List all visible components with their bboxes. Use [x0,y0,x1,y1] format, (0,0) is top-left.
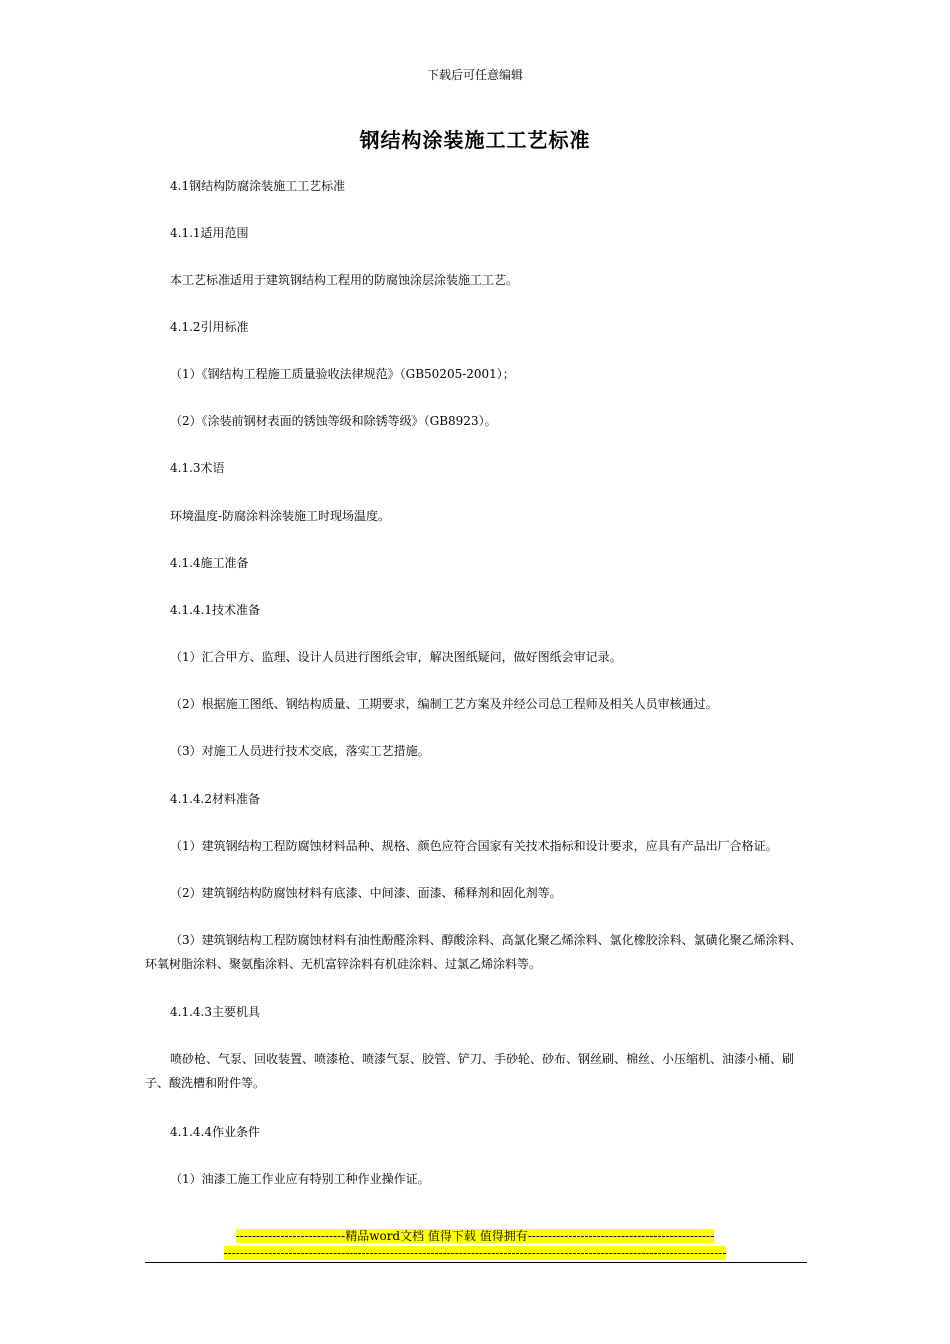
paragraph-condition-1: （1）油漆工施工作业应有特别工种作业操作证。 [170,1172,430,1186]
paragraph-section-4-1-4-1: 4.1.4.1技术准备 [170,603,260,617]
paragraph-section-4-1-2: 4.1.2引用标准 [170,320,249,334]
paragraph-material-1: （1）建筑钢结构工程防腐蚀材料品种、规格、颜色应符合国家有关技术指标和设计要求，应具有产品出厂合格证。 [170,839,778,853]
paragraph-tech-3: （3）对施工人员进行技术交底，落实工艺措施。 [170,744,430,758]
paragraph-tech-1: （1）汇合甲方、监理、设计人员进行图纸会审，解决图纸疑问，做好图纸会审记录。 [170,650,622,664]
footer-banner-line-2 [0,1245,950,1261]
paragraph-material-3: （3）建筑钢结构工程防腐蚀材料有油性酚醛涂料、醇酸涂料、高氯化聚乙烯涂料、氯化橡胶涂料、氯磺化聚乙烯涂料、环氧树脂涂料、聚氨酯涂料、无机富锌涂料有机硅涂料、过氯乙烯涂料等。 [145,933,802,971]
footer-rule [145,1262,807,1263]
paragraph-material-2: （2）建筑钢结构防腐蚀材料有底漆、中间漆、面漆、稀释剂和固化剂等。 [170,886,562,900]
paragraph-scope-text: 本工艺标准适用于建筑钢结构工程用的防腐蚀涂层涂装施工工艺。 [170,273,519,287]
footer-banner-line-1 [0,1228,950,1244]
paragraph-section-4-1-4-3: 4.1.4.3主要机具 [170,1005,260,1019]
paragraph-section-4-1-4-2: 4.1.4.2材料准备 [170,792,260,806]
footer-banner-text: ---------------------------精品word文档 值得下载 值得拥有---------------------------------------------- [235,1229,715,1243]
paragraph-standard-1: （1）《钢结构工程施工质量验收法律规范》（GB50205-2001）； [170,367,515,381]
paragraph-tools-text: 喷砂枪、气泵、回收装置、喷漆枪、喷漆气泵、胶管、铲刀、手砂轮、砂布、钢丝刷、棉丝、小压缩机、油漆小桶、刷子、酸洗槽和附件等。 [145,1052,795,1090]
header-note: 下载后可任意编辑 [426,68,523,82]
paragraph-tech-2: （2）根据施工图纸、钢结构质量、工期要求，编制工艺方案及并经公司总工程师及相关人员审核通过。 [170,697,718,711]
paragraph-standard-2: （2）《涂装前钢材表面的锈蚀等级和除锈等级》（GB8923）。 [170,414,497,428]
paragraph-section-4-1-4-4: 4.1.4.4作业条件 [170,1125,260,1139]
paragraph-section-4-1-3: 4.1.3术语 [170,461,225,475]
footer-dash-text: ---------------------------------------------------------------------------------------------------------------------------- [223,1246,727,1260]
paragraph-section-4-1-4: 4.1.4施工准备 [170,556,249,570]
paragraph-term-text: 环境温度-防腐涂料涂装施工时现场温度。 [170,509,391,523]
paragraph-section-4-1-1: 4.1.1适用范围 [170,226,249,240]
document-title: 钢结构涂装施工工艺标准 [359,128,591,152]
paragraph-section-4-1: 4.1钢结构防腐涂装施工工艺标准 [170,179,346,193]
